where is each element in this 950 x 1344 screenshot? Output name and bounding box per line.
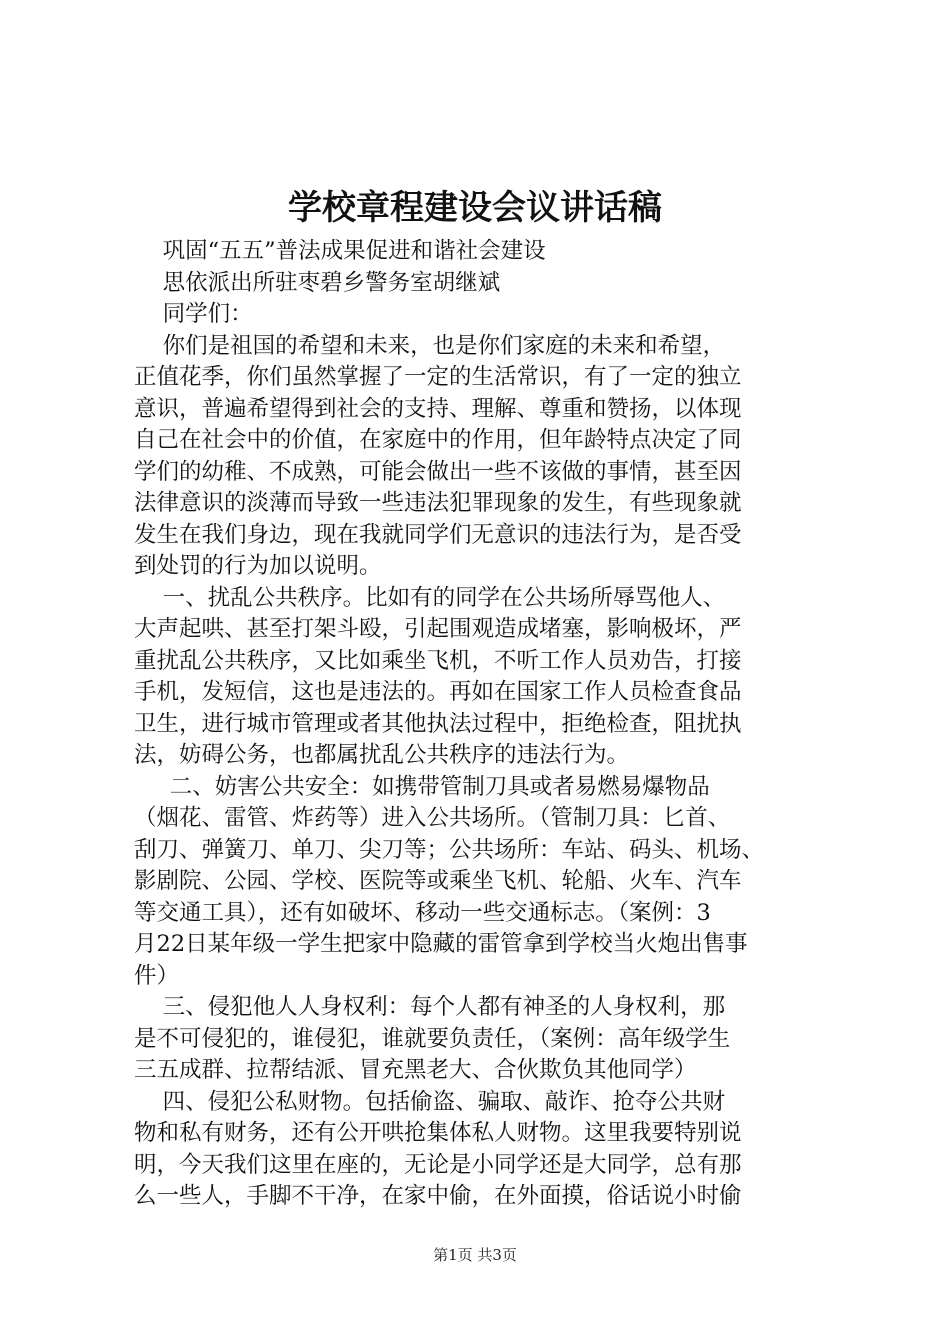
- body-text-line: 自己在社会中的价值，在家庭中的作用，但年龄特点决定了同: [134, 427, 742, 453]
- body-text-line: 大声起哄、甚至打架斗殴，引起围观造成堵塞，影响极坏，严: [134, 616, 742, 642]
- body-text-line: 明，今天我们这里在座的，无论是小同学还是大同学，总有那: [134, 1151, 742, 1178]
- body-text-line: 是不可侵犯的，谁侵犯，谁就要负责任，（案例：高年级学生: [134, 1025, 731, 1052]
- body-text-line: 你们是祖国的希望和未来，也是你们家庭的未来和希望，: [134, 332, 726, 359]
- body-text-line: 三、侵犯他人人身权利：每个人都有神圣的人身权利，那: [134, 994, 726, 1020]
- body-text-line: 巩固“五五”普法成果促进和谐社会建设: [134, 238, 546, 264]
- body-text-line: 物和私有财务，还有公开哄抢集体私人财物。这里我要特别说: [134, 1120, 742, 1146]
- body-text-line: 意识，普遍希望得到社会的支持、理解、尊重和赞扬，以体现: [134, 395, 742, 422]
- body-text-line: 学们的幼稚、不成熟，可能会做出一些不该做的事情，甚至因: [134, 458, 742, 485]
- body-text-line: 发生在我们身边，现在我就同学们无意识的违法行为，是否受: [134, 521, 742, 548]
- body-text-line: 刮刀、弹簧刀、单刀、尖刀等；公共场所：车站、码头、机场、: [134, 836, 765, 863]
- body-text-line: 四、侵犯公私财物。包括偷盗、骗取、敲诈、抢夺公共财: [134, 1088, 726, 1115]
- body-text-line: 同学们：: [134, 301, 253, 327]
- body-text-line: 影剧院、公园、学校、医院等或乘坐飞机、轮船、火车、汽车: [134, 868, 742, 894]
- body-text-line: 一、扰乱公共秩序。比如有的同学在公共场所辱骂他人、: [134, 584, 726, 611]
- document-title: 学校章程建设会议讲话稿: [288, 188, 662, 228]
- body-text-line: 么一些人，手脚不干净，在家中偷，在外面摸，俗话说小时偷: [134, 1183, 742, 1209]
- body-text-line: 手机，发短信，这也是违法的。再如在国家工作人员检查食品: [134, 679, 742, 705]
- body-text-line: 二、妨害公共安全：如携带管制刀具或者易燃易爆物品: [134, 773, 710, 800]
- body-text-line: 三五成群、拉帮结派、冒充黑老大、合伙欺负其他同学）: [134, 1057, 697, 1083]
- body-text-line: 月22日某年级一学生把家中隐藏的雷管拿到学校当火炮出售事: [134, 931, 748, 957]
- body-text-line: 法，妨碍公务，也都属扰乱公共秩序的违法行为。: [134, 742, 630, 768]
- page-footer: 第1页 共3页: [433, 1246, 517, 1264]
- body-text-line: 思依派出所驻枣碧乡警务室胡继斌: [134, 269, 501, 296]
- body-text-line: 法律意识的淡薄而导致一些违法犯罪现象的发生，有些现象就: [134, 490, 742, 516]
- body-text-line: 到处罚的行为加以说明。: [134, 553, 382, 579]
- body-text-line: 件）: [134, 962, 180, 989]
- body-text-line: （烟花、雷管、炸药等）进入公共场所。（管制刀具：匕首、: [134, 805, 731, 831]
- body-text-line: 重扰乱公共秩序，又比如乘坐飞机，不听工作人员劝告，打接: [134, 647, 742, 674]
- body-text-line: 卫生，进行城市管理或者其他执法过程中，拒绝检查，阻扰执: [134, 710, 742, 737]
- body-text-line: 正值花季，你们虽然掌握了一定的生活常识，有了一定的独立: [134, 364, 742, 390]
- document-body: [134, 236, 834, 1213]
- body-text-line: 等交通工具），还有如破坏、移动一些交通标志。（案例：3: [134, 899, 711, 926]
